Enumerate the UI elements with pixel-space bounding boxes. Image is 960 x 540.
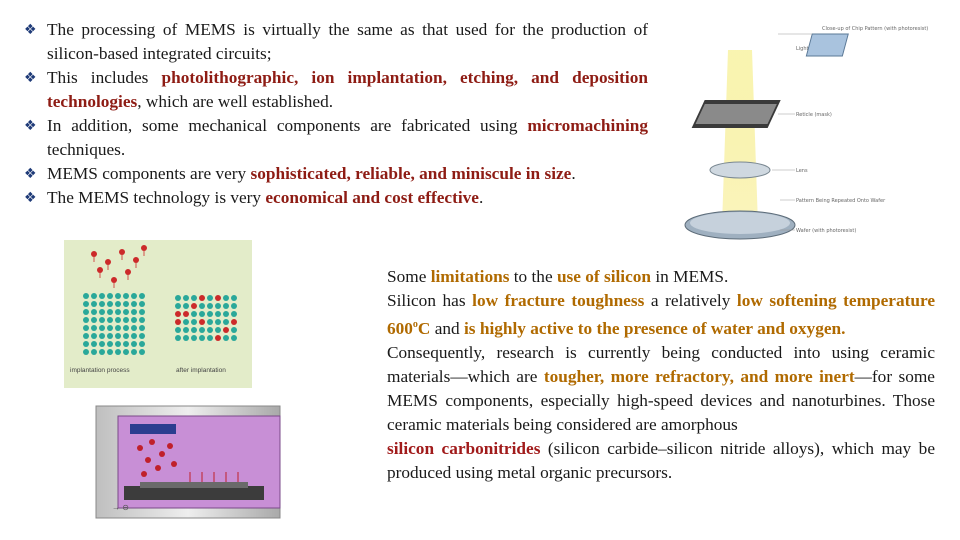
highlighted-text: economical and cost effective <box>265 188 479 207</box>
paragraph <box>387 289 935 341</box>
text-run: in MEMS. <box>651 267 729 286</box>
lattice-atom <box>215 319 221 325</box>
text-run: , which are well established. <box>137 92 334 111</box>
lattice-atom <box>139 309 145 315</box>
litho-label-wafer: Wafer (with photoresist) <box>796 228 857 234</box>
lattice-atom <box>207 295 213 301</box>
bullet-item <box>24 186 648 210</box>
diamond-bullet-icon: ❖ <box>24 190 37 206</box>
lattice-atom <box>115 325 121 331</box>
lattice-atom <box>107 301 113 307</box>
lattice-atom <box>191 319 197 325</box>
text-run: . <box>571 164 576 183</box>
implantation-process-label: implantation process <box>70 367 130 374</box>
lattice-atom <box>139 349 145 355</box>
highlighted-text: tougher, more refractory, and more inert <box>543 366 855 386</box>
text-run: and <box>430 318 464 338</box>
lattice-atom <box>99 301 105 307</box>
text-run: Consequently, research is currently being conducted into using ceramic materials—which are <box>387 342 935 386</box>
text-run: MEMS components are very <box>47 164 251 183</box>
lattice-atom <box>199 327 205 333</box>
lattice-atom <box>115 317 121 323</box>
lattice-atom <box>107 293 113 299</box>
text-run: a relatively <box>644 291 737 310</box>
after-implantation-panel <box>175 295 237 341</box>
lattice-atom <box>83 325 89 331</box>
lattice-atom <box>207 303 213 309</box>
highlighted-text: silicon carbonitrides <box>387 438 541 458</box>
dopant-ion <box>215 335 221 341</box>
lattice-atom <box>107 325 113 331</box>
text-run: Silicon has <box>387 291 473 310</box>
lattice-atom <box>139 293 145 299</box>
lattice-atom <box>139 341 145 347</box>
highlighted-text: low fracture toughness <box>472 291 645 310</box>
photolithography-figure <box>680 20 929 250</box>
lattice-atom <box>107 349 113 355</box>
lattice-atom <box>223 311 229 317</box>
diamond-bullet-icon: ❖ <box>24 118 37 134</box>
lattice-atom <box>139 301 145 307</box>
bullet-item <box>24 18 648 66</box>
bullet-item <box>24 66 648 114</box>
lattice-atom <box>191 335 197 341</box>
lattice-atom <box>231 295 237 301</box>
dopant-ion <box>215 295 221 301</box>
dopant-ion <box>223 327 229 333</box>
lattice-atom <box>199 311 205 317</box>
lattice-atom <box>199 335 205 341</box>
lattice-atom <box>183 327 189 333</box>
lattice-atom <box>83 349 89 355</box>
lattice-atom <box>91 333 97 339</box>
lattice-atom <box>107 333 113 339</box>
dopant-ion <box>125 269 131 275</box>
lattice-atom <box>207 319 213 325</box>
dopant-ion <box>133 257 139 263</box>
diamond-bullet-icon: ❖ <box>24 70 37 86</box>
diamond-bullet-icon: ❖ <box>24 166 37 182</box>
lattice-atom <box>223 335 229 341</box>
lattice-atom <box>131 341 137 347</box>
text-run: techniques. <box>47 140 126 159</box>
lattice-atom <box>99 293 105 299</box>
lattice-atom <box>99 325 105 331</box>
text-run: In addition, some mechanical components are fabricated using <box>47 116 528 135</box>
lattice-atom <box>231 335 237 341</box>
lattice-atom <box>115 349 121 355</box>
lattice-atom <box>83 301 89 307</box>
lattice-atom <box>191 311 197 317</box>
lattice-atom <box>131 309 137 315</box>
lattice-atom <box>139 333 145 339</box>
lattice-atom <box>83 309 89 315</box>
lattice-atom <box>83 293 89 299</box>
lattice-atom <box>183 295 189 301</box>
lattice-atom <box>83 333 89 339</box>
highlighted-text: photolithographic, ion implantation, etching, and deposition technologies <box>47 68 648 111</box>
lattice-atom <box>183 303 189 309</box>
dopant-ion <box>175 319 181 325</box>
text-run: . <box>478 188 484 207</box>
dopant-ion <box>119 249 125 255</box>
dopant-ion <box>231 319 237 325</box>
lattice-atom <box>231 303 237 309</box>
lattice-atom <box>131 317 137 323</box>
highlighted-text: sophisticated, reliable, and miniscule in size <box>250 164 572 183</box>
silicon-limitations-text <box>387 265 935 485</box>
paragraph <box>387 265 935 289</box>
highlighted-text: micromachining <box>527 116 648 135</box>
lattice-atom <box>139 317 145 323</box>
lattice-atom <box>123 301 129 307</box>
lattice-atom <box>83 317 89 323</box>
dopant-ion <box>199 319 205 325</box>
lattice-atom <box>175 335 181 341</box>
implantation-chamber-diagram <box>90 398 290 528</box>
bullet-item <box>24 162 648 186</box>
lattice-atom <box>99 317 105 323</box>
lattice-atom <box>91 349 97 355</box>
ion-implantation-diagram <box>64 240 252 388</box>
litho-label-reticle: Reticle (mask) <box>796 112 832 118</box>
lattice-atom <box>131 325 137 331</box>
lattice-atom <box>107 341 113 347</box>
lattice-atom <box>91 317 97 323</box>
lattice-atom <box>115 309 121 315</box>
text-run: The MEMS technology is very <box>47 188 266 207</box>
dopant-ion <box>91 251 97 257</box>
lattice-atom <box>207 311 213 317</box>
lattice-atom <box>123 317 129 323</box>
dopant-ion <box>191 303 197 309</box>
implantation-chamber-figure <box>90 398 290 528</box>
litho-label-chip: Close-up of Chip Pattern (with photoresist) <box>822 26 929 32</box>
lattice-atom <box>123 341 129 347</box>
lattice-atom <box>183 335 189 341</box>
lattice-atom <box>115 333 121 339</box>
lattice-atom <box>175 327 181 333</box>
lattice-atom <box>123 325 129 331</box>
ion-implantation-figure <box>64 240 252 388</box>
lattice-atom <box>207 327 213 333</box>
dopant-ion <box>97 267 103 273</box>
lattice-atom <box>107 309 113 315</box>
lattice-atom <box>215 327 221 333</box>
lattice-atom <box>91 325 97 331</box>
after-implantation-label: after implantation <box>176 367 226 374</box>
lattice-atom <box>115 341 121 347</box>
dopant-ion <box>111 277 117 283</box>
dopant-ion <box>141 245 147 251</box>
dopant-ion <box>175 311 181 317</box>
lattice-atom <box>231 327 237 333</box>
lattice-atom <box>115 293 121 299</box>
lattice-atom <box>175 303 181 309</box>
highlighted-text: limitations <box>430 267 510 286</box>
lattice-atom <box>91 301 97 307</box>
lattice-atom <box>215 311 221 317</box>
paragraph <box>387 341 935 437</box>
text-run: to the <box>509 267 557 286</box>
litho-label-light: Light <box>796 46 809 52</box>
text-run: (silicon carbide–silicon nitride alloys), which may be produced using metal organic precursors. <box>387 438 935 482</box>
dopant-ion <box>105 259 111 265</box>
lattice-atom <box>115 301 121 307</box>
lattice-atom <box>199 303 205 309</box>
lattice-atom <box>223 319 229 325</box>
text-run: —for some MEMS components, especially high-speed devices and nanoturbines. Those ceramic materials being considered are amorphous <box>387 366 935 434</box>
lattice-atom <box>231 311 237 317</box>
lattice-atom <box>223 295 229 301</box>
lattice-atom <box>223 303 229 309</box>
lattice-atom <box>123 349 129 355</box>
text-run: Some <box>387 267 431 286</box>
litho-label-pattern: Pattern Being Repeated Onto Wafer <box>796 198 886 204</box>
bullet-list <box>24 18 648 210</box>
lattice-atom <box>91 293 97 299</box>
lattice-atom <box>99 333 105 339</box>
svg-text:→ ⊖: → ⊖ <box>112 503 129 512</box>
lattice-atom <box>99 341 105 347</box>
highlighted-text: low softening temperature 600 <box>387 291 935 338</box>
text-run: The processing of MEMS is virtually the same as that used for the production of silicon-based integrated circuits; <box>47 20 648 63</box>
lattice-atom <box>191 327 197 333</box>
diamond-bullet-icon: ❖ <box>24 22 37 38</box>
dopant-ion <box>199 295 205 301</box>
lattice-atom <box>139 325 145 331</box>
lattice-atom <box>191 295 197 301</box>
lattice-atom <box>215 303 221 309</box>
lattice-atom <box>91 309 97 315</box>
lattice-atom <box>175 295 181 301</box>
lattice-atom <box>123 333 129 339</box>
photolithography-diagram <box>680 20 929 250</box>
lattice-atom <box>123 309 129 315</box>
highlighted-text: is highly active to the presence of water and oxygen. <box>464 318 846 338</box>
dopant-ion <box>183 311 189 317</box>
paragraph <box>387 437 935 485</box>
lattice-atom <box>123 293 129 299</box>
litho-label-lens: Lens <box>796 168 808 174</box>
highlighted-text: o <box>412 319 418 330</box>
lattice-atom <box>207 335 213 341</box>
lattice-atom <box>83 341 89 347</box>
highlighted-text: C <box>417 318 431 338</box>
lattice-atom <box>131 333 137 339</box>
text-run: This includes <box>47 68 162 87</box>
lattice-atom <box>131 293 137 299</box>
lattice-atom <box>107 317 113 323</box>
implantation-process-panel <box>83 245 147 355</box>
lattice-atom <box>183 319 189 325</box>
highlighted-text: use of silicon <box>556 267 652 286</box>
lattice-atom <box>91 341 97 347</box>
bullet-item <box>24 114 648 162</box>
lattice-atom <box>131 349 137 355</box>
lattice-atom <box>99 349 105 355</box>
lattice-atom <box>131 301 137 307</box>
lattice-atom <box>99 309 105 315</box>
